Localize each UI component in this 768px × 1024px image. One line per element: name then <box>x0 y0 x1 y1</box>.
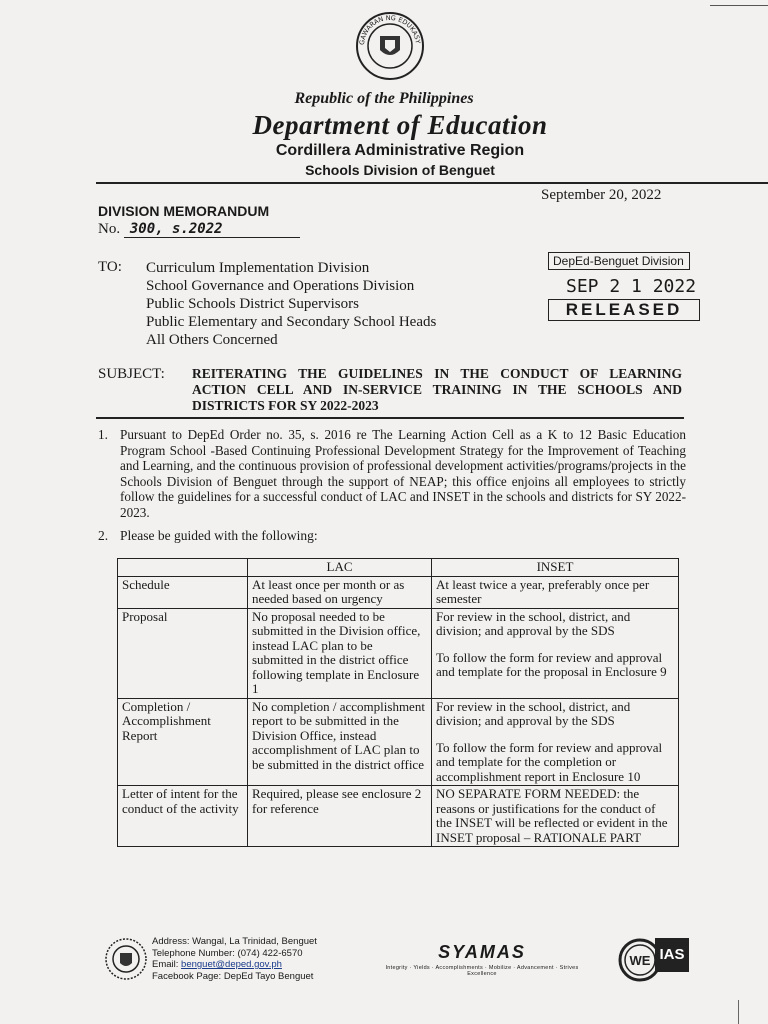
republic-line: Republic of the Philippines <box>294 90 474 107</box>
table-row <box>118 608 679 698</box>
subject-label: SUBJECT: <box>98 366 165 382</box>
phone-text: Telephone Number: (074) 422-6570 <box>152 947 303 959</box>
email-line <box>152 959 317 971</box>
department-title: Department of Education <box>252 110 548 140</box>
table-header: LAC <box>248 559 432 577</box>
address-text: Address: Wangal, La Trinidad, Benguet <box>152 936 317 947</box>
ias-logo: IAS <box>655 938 689 972</box>
stamp-date: SEP 2 1 2022 <box>566 276 697 297</box>
brand-tagline: Integrity · Yields · Accomplishments · Mobilize · Advancement · Strives Excellence <box>385 965 579 977</box>
lac-cell <box>248 698 432 786</box>
lac-cell <box>248 608 432 698</box>
paragraph-number: 1. <box>98 427 108 442</box>
memo-number-value: 300, s.2022 <box>124 221 300 238</box>
row-label: Completion / Accomplishment Report <box>118 698 248 786</box>
released-stamp <box>548 252 700 332</box>
region-title: Cordillera Administrative Region <box>275 142 525 159</box>
row-label: Schedule <box>118 576 248 608</box>
recipient-item: Curriculum Implementation Division <box>146 260 370 276</box>
recipient-list <box>146 259 436 349</box>
memo-number <box>98 221 300 238</box>
email-link[interactable]: benguet@deped.gov.ph <box>181 959 282 970</box>
paragraph-text: Pursuant to DepEd Order no. 35, s. 2016 re The Learning Action Cell as a K to 12 Basic Education Program School -Based Continuing Professional Development Strategy for the Improvement of Teaching and Learning, and the continuous provision of professional development activities/programs/projects in the Schools Division of Benguet through the support of NEAP; this office enjoins all employees to strictly follow the guidelines for a successful conduct of LAC and INSET in the schools and districts for SY 2022-2023. <box>120 427 686 520</box>
division-seal-icon <box>104 937 148 981</box>
deped-seal-icon <box>354 10 426 82</box>
lac-cell <box>248 786 432 847</box>
guidelines-table <box>117 558 679 847</box>
paragraph-2 <box>98 528 318 544</box>
brand-word: SYAMAS <box>438 942 526 962</box>
cell-text: For review in the school, district, and division; and approval by the SDS <box>436 608 631 638</box>
lac-cell <box>248 576 432 608</box>
cell-text: To follow the form for review and approval and template for the proposal in Enclosure 9 <box>436 649 667 679</box>
stamp-office: DepEd-Benguet Division <box>548 252 690 270</box>
facebook-text: Facebook Page: DepEd Tayo Benguet <box>152 970 314 982</box>
table-header-row <box>118 559 679 577</box>
cell-text: NO SEPARATE FORM NEEDED: the reasons or justifications for the conduct of the INSET will be reflected or evident in the INSET proposal – RATIONALE PART <box>436 786 668 845</box>
recipient-item: All Others Concerned <box>146 332 278 348</box>
table-row <box>118 786 679 847</box>
inset-cell <box>432 786 679 847</box>
memo-number-label: No. <box>98 221 121 237</box>
cell-text: No proposal needed to be submitted in the Division office, instead LAC plan to be submitted in the district office following template in Enclosure 1 <box>252 608 421 696</box>
inset-cell <box>432 576 679 608</box>
table-row <box>118 698 679 786</box>
scan-margin-mark <box>738 1000 739 1024</box>
paragraph-number: 2. <box>98 528 109 543</box>
seal-text: GAWARAN NG EDUKASY <box>357 13 422 46</box>
subject-text: REITERATING THE GUIDELINES IN THE CONDUCT OF LEARNING ACTION CELL AND IN-SERVICE TRAINING IN THE SCHOOLS AND DISTRICTS FOR SY 2022-2023 <box>192 366 682 413</box>
recipient-item: School Governance and Operations Division <box>146 278 415 294</box>
paragraph-text: Please be guided with the following: <box>120 528 318 543</box>
syamas-logo <box>372 942 592 977</box>
paragraph-1 <box>98 427 686 520</box>
memo-title: DIVISION MEMORANDUM <box>98 203 270 219</box>
scan-edge-line <box>710 5 768 6</box>
table-header <box>118 559 248 577</box>
cell-text: To follow the form for review and approval and template for the completion or accomplishment report in Enclosure 10 <box>436 739 663 784</box>
cell-text: At least twice a year, preferably once per semester <box>436 576 650 606</box>
cell-text: For review in the school, district, and division; and approval by the SDS <box>436 698 631 728</box>
inset-cell <box>432 608 679 698</box>
header-divider <box>96 182 768 184</box>
to-label: TO: <box>98 259 122 275</box>
table-row <box>118 576 679 608</box>
memo-date: September 20, 2022 <box>541 187 662 203</box>
we-logo-text: WE <box>629 953 651 968</box>
recipient-item: Public Schools District Supervisors <box>146 296 359 312</box>
row-label: Letter of intent for the conduct of the activity <box>118 786 248 847</box>
row-label: Proposal <box>118 608 248 698</box>
table-header: INSET <box>432 559 679 577</box>
cell-text: No completion / accomplishment report to be submitted in the Division Office, instead accomplishment of LAC plan to be submitted in the district office <box>252 698 425 772</box>
division-title: Schools Division of Benguet <box>305 162 495 178</box>
stamp-status: RELEASED <box>548 299 700 321</box>
contact-info <box>152 936 317 982</box>
cell-text: Required, please see enclosure 2 for reference <box>252 786 422 816</box>
cell-text: At least once per month or as needed based on urgency <box>252 576 405 606</box>
subject-divider <box>96 417 684 419</box>
email-label: Email: <box>152 959 182 970</box>
recipient-item: Public Elementary and Secondary School Heads <box>146 314 437 330</box>
inset-cell <box>432 698 679 786</box>
